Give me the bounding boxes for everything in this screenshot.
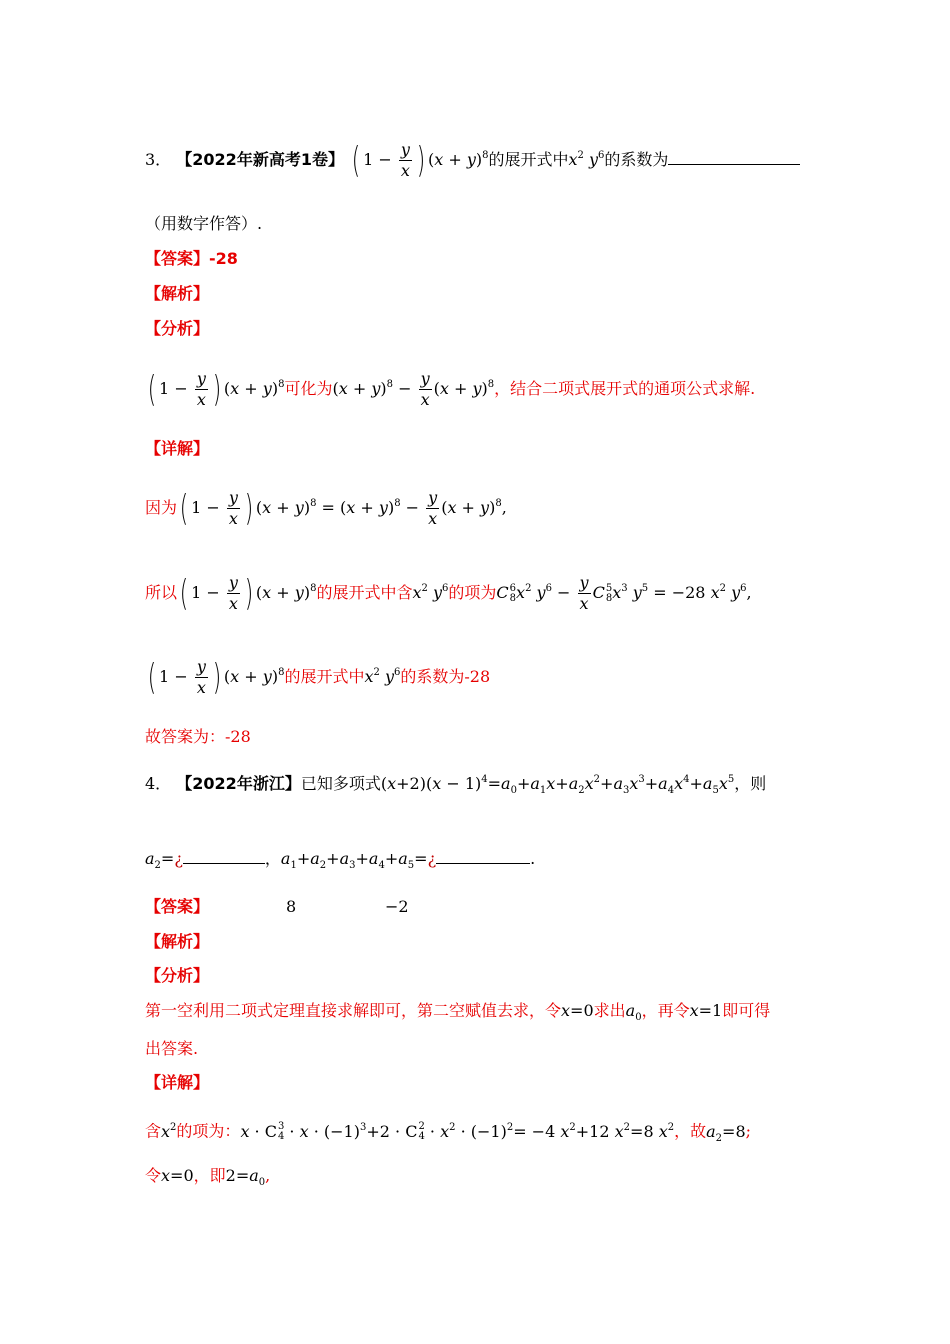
q4-stem-line [145, 774, 767, 796]
q3-answer-value: -28 [209, 249, 238, 268]
q3-stem-line [145, 139, 800, 181]
q4-answer [145, 897, 409, 916]
q4-xiangjie: 【详解】 [145, 1073, 210, 1092]
q3-answer-label: 【答案】 [145, 249, 210, 268]
q4-poly: $(x+2)(x - 1)^4=a_0+a_1x+a_2x^2+a_3x^3+a_4x^4+a_5x^5$ [380, 774, 735, 796]
q4-step1: 含$x^2$的项为：x · C 3 4 · $x \cdot (-1)^3+2 \cdot C$ 2 4 · $x^2 \cdot (-1)^2= -4$ $x^2+12$ $x^2=8$ $x^2$，故$a_2=8$; [145, 1121, 752, 1144]
q3-step1: 因为( 1 − $\frac{y}{x}$ ) $(x + y)^8 = (x + y)^8$ − $\frac{y}{x}$ $(x + y)^8$, [145, 487, 507, 529]
q4-step2: 令x=0，即$2=a_0$, [145, 1166, 271, 1188]
q4-analysis-d: 即可得 [722, 1001, 771, 1020]
q3-analysis-text2: ，结合二项式展开式的通项公式求解. [494, 379, 756, 398]
q4-answer1: 8 [286, 897, 297, 916]
q4-text1: 已知多项式 [300, 774, 381, 793]
q4-step1-mid: 的项为： [176, 1121, 241, 1141]
q3-step1-prefix: 因为 [145, 498, 178, 517]
q3-step2-mid: 的展开式中含 [316, 583, 413, 602]
q3-step2-mid2: 的项为 [448, 583, 497, 602]
q4-step2-mid: ，即 [193, 1166, 226, 1185]
q3-xiangjie: 【详解】 [145, 439, 210, 458]
q4-source: 【2022年浙江】 [176, 774, 301, 793]
q3-text-end: 的系数为 [604, 150, 669, 169]
q4-fenxi: 【分析】 [145, 966, 210, 985]
q3-expr: ( 1 − $\frac{y}{x}$ ) $(x + y)^8$ [351, 139, 489, 181]
q4-answer2: −2 [385, 897, 409, 916]
q4-answer-label: 【答案】 [145, 897, 210, 916]
q4-blank-2 [436, 863, 530, 864]
q4-blanks-line: $a_2=¿$ ，$a_1+a_2+a_3+a_4+a_5=¿$ . [145, 849, 536, 871]
q4-comma: ， [264, 849, 281, 868]
q4-period: . [530, 849, 536, 868]
q4-step1-prefix: 含 [145, 1121, 162, 1141]
q4-jiexi: 【解析】 [145, 932, 210, 951]
q3-step3-mid: 的展开式中 [284, 667, 365, 686]
q3-fenxi: 【分析】 [145, 319, 210, 338]
q3-step2: 所以( 1 − $\frac{y}{x}$ ) $(x + y)^8$的展开式中含$x^2$ $y^6$的项为C 6 8 $x^2$ $y^6$ − $\frac{y}{x}$ C 5 8 $x^3$ $y^5 = -28$ $x^2$ $y^6$, [145, 572, 752, 614]
q3-source: 【2022年新高考1卷】 [176, 150, 344, 169]
q3-number: 3． [145, 150, 172, 169]
q4-analysis-e: 出答案. [145, 1039, 199, 1058]
q4-analysis-b: 求出 [593, 1001, 626, 1020]
q3-step3: ( 1 − $\frac{y}{x}$ ) $(x + y)^8$的展开式中$x^2$ $y^6$的系数为-28 [147, 656, 491, 698]
q3-final: 故答案为：-28 [145, 727, 251, 746]
q4-inv-1: ¿ [174, 849, 183, 868]
q3-step2-prefix: 所以 [145, 583, 178, 602]
q3-text-mid: 的展开式中 [488, 150, 569, 169]
q4-step2-prefix: 令 [145, 1166, 162, 1185]
q4-number: 4． [145, 774, 172, 793]
q4-blank-1 [183, 863, 265, 864]
q3-jiexi: 【解析】 [145, 284, 210, 303]
q4-inv-2: ¿ [427, 849, 437, 868]
q3-step3-end: 的系数为-28 [400, 667, 491, 686]
q3-analysis: ( 1 − $\frac{y}{x}$ ) $(x + y)^8$可化为$(x + y)^8$ − $\frac{y}{x}$ $(x + y)^8$，结合二项式展开式的通项公式求解. [147, 368, 756, 410]
q4-step1-end: ，故 [674, 1121, 707, 1141]
q3-analysis-text1: 可化为 [284, 379, 333, 398]
q3-answer-blank [668, 164, 800, 165]
q3-line2: （用数字作答）. [145, 214, 263, 233]
q4-analysis: 第一空利用二项式定理直接求解即可，第二空赋值去求，令x=0求出$a_0$，再令x=1即可得 [145, 1001, 771, 1023]
q4-analysis-a: 第一空利用二项式定理直接求解即可，第二空赋值去求，令 [145, 1001, 562, 1020]
q3-answer [145, 251, 238, 267]
q3-term: $x^2$ $y^6$ [568, 150, 605, 169]
q4-text-end: ，则 [734, 774, 767, 793]
q4-analysis-c: ，再令 [641, 1001, 690, 1020]
